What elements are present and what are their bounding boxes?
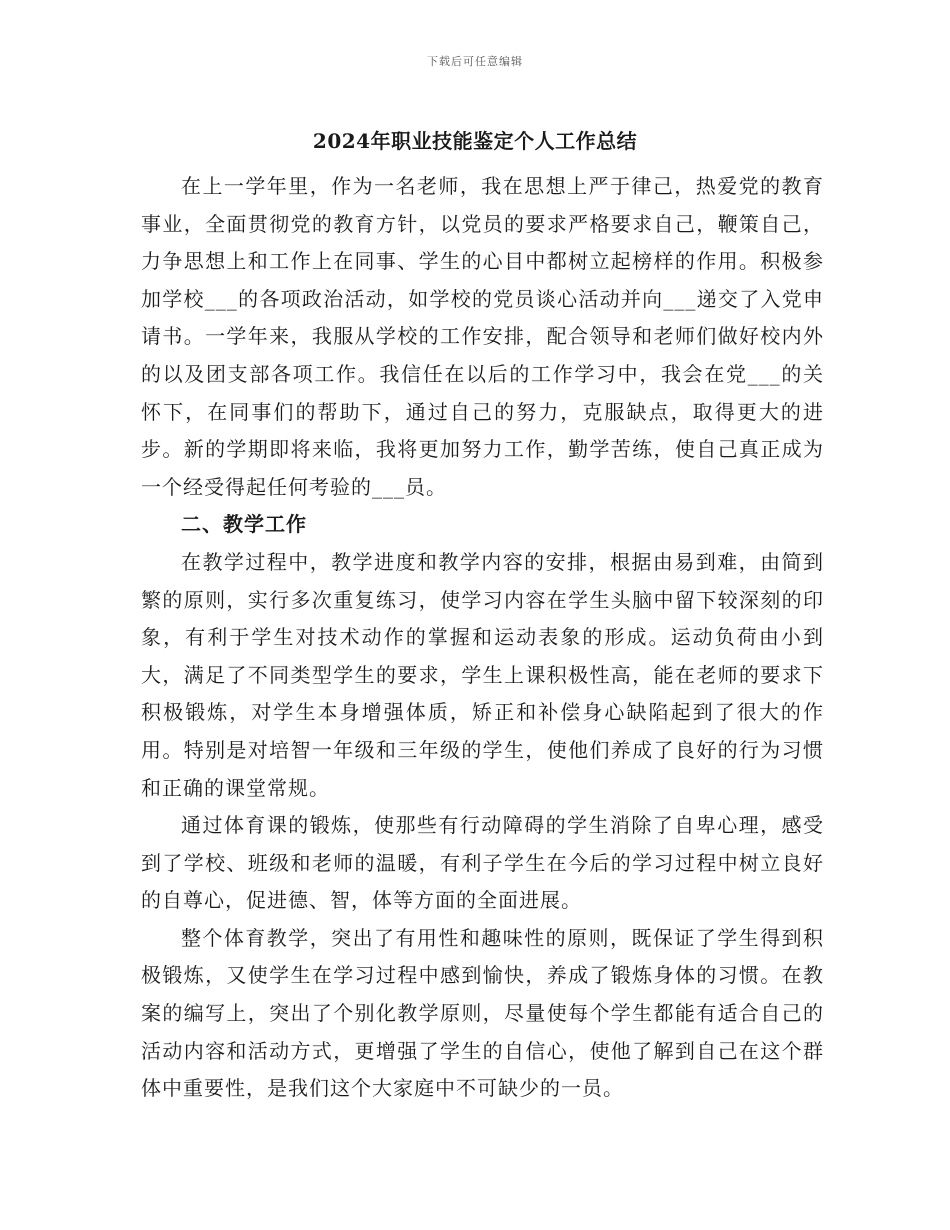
paragraph-teaching-3: 整个体育教学，突出了有用性和趣味性的原则，既保证了学生得到积极锻炼，又使学生在学习过程中感到愉快，养成了锻炼身体的习惯。在教案的编写上，突出了个别化教学原则，尽量使每个学生都能有适合自己的活动内容和活动方式，更增强了学生的自信心，使他了解到自己在这个群体中重要性，是我们这个大家庭中不可缺少的一员。 bbox=[141, 925, 824, 1101]
paragraph-teaching-2: 通过体育课的锻炼，使那些有行动障碍的学生消除了自卑心理，感受到了学校、班级和老师的温暖，有利子学生在今后的学习过程中树立良好的自尊心，促进德、智，体等方面的全面进展。 bbox=[141, 813, 824, 913]
document-title: 2024年职业技能鉴定个人工作总结 bbox=[312, 129, 638, 153]
document-body bbox=[141, 168, 824, 1108]
paragraph-intro: 在上一学年里，作为一名老师，我在思想上严于律己，热爱党的教育事业，全面贯彻党的教育方针，以党员的要求严格要求自己，鞭策自己，力争思想上和工作上在同事、学生的心目中都树立起榜样的作用。积极参加学校___的各项政治活动，如学校的党员谈心活动并向___递交了入党申请书。一学年来，我服从学校的工作安排，配合领导和老师们做好校内外的以及团支部各项工作。我信任在以后的工作学习中，我会在党___的关怀下，在同事们的帮助下，通过自己的努力，克服缺点，取得更大的进步。新的学期即将来临，我将更加努力工作，勤学苦练，使自己真正成为一个经受得起任何考验的___员。 bbox=[141, 174, 824, 499]
section-heading-teaching: 二、教学工作 bbox=[181, 512, 307, 537]
header-note: 下载后可任意编辑 bbox=[427, 55, 523, 68]
paragraph-teaching-1: 在教学过程中，教学进度和教学内容的安排，根据由易到难，由简到繁的原则，实行多次重复练习，使学习内容在学生头脑中留下较深刻的印象，有利于学生对技术动作的掌握和运动表象的形成。运动负荷由小到大，满足了不同类型学生的要求，学生上课积极性高，能在老师的要求下积极锻炼，对学生本身增强体质，矫正和补偿身心缺陷起到了很大的作用。特别是对培智一年级和三年级的学生，使他们养成了良好的行为习惯和正确的课堂常规。 bbox=[141, 549, 824, 800]
